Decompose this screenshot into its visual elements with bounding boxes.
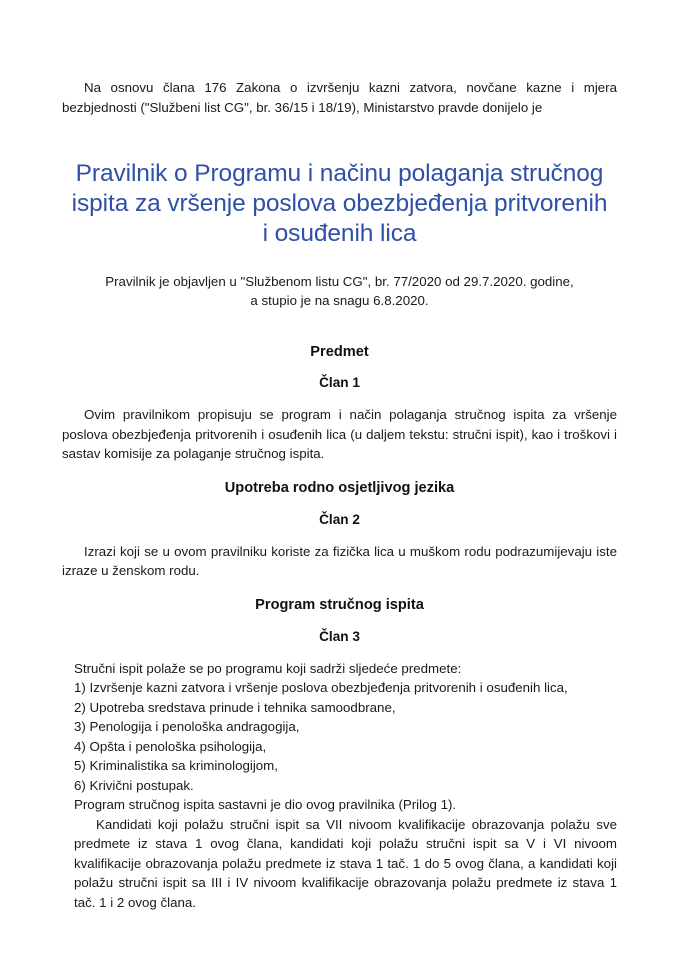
document-content (62, 0, 617, 912)
article-3-closing-paragraph: Kandidati koji polažu stručni ispit sa VII nivoom kvalifikacije obrazovanja polažu sve predmete iz stava 1 ovog člana, kandidati koji polažu stručni ispit sa V i VI nivoom kvalifikacije obrazovanja polažu predmete iz stava 1 tač. 1 do 5 ovog člana, a kandidati koji polažu stručni ispit sa III i IV nivoom kvalifikacije obrazovanja polažu predmete iz stava 1 tač. 1 i 2 ovog člana. (74, 816, 617, 910)
subject-list-lead: Stručni ispit polaže se po programu koji sadrži sljedeće predmete: (74, 660, 462, 676)
preamble-paragraph: Na osnovu člana 176 Zakona o izvršenju kazni zatvora, novčane kazne i mjera bezbjednosti ("Službeni list CG", br. 36/15 i 18/19), Ministarstvo pravde donijelo je (62, 80, 617, 115)
list-item: 4) Opšta i penološka psihologija, (74, 738, 267, 754)
article-1-paragraph: Ovim pravilnikom propisuju se program i način polaganja stručnog ispita za vršenje poslova obezbjeđenja pritvorenih i osuđenih lica (u daljem tekstu: stručni ispit), kao i troškovi i sastav komisije za polaganje stručnog ispita. (62, 407, 617, 461)
list-item: 2) Upotreba sredstava prinude i tehnika samoodbrane, (74, 699, 396, 715)
page-title-line-3: i osuđenih lica (262, 220, 417, 247)
article-label-2: Član 2 (319, 511, 360, 527)
section-heading-rodno-osjetljiv-jezik: Upotreba rodno osjetljivog jezika (224, 479, 455, 496)
page-title (62, 117, 617, 249)
publication-note (62, 249, 617, 310)
page-title-line-2: ispita za vršenje poslova obezbjeđenja pritvorenih (71, 190, 608, 217)
section-heading-program-strucnog-ispita: Program stručnog ispita (255, 596, 424, 613)
list-item: 1) Izvršenje kazni zatvora i vršenje poslova obezbjeđenja pritvorenih i osuđenih lica, (74, 680, 568, 695)
article-label-1: Član 1 (319, 375, 360, 390)
page-title-line-1: Pravilnik o Programu i načinu polaganja stručnog (75, 160, 604, 187)
list-item: 6) Krivični postupak. (74, 777, 194, 793)
publication-note-line-2: a stupio je na snagu 6.8.2020. (250, 293, 429, 308)
article-label-3: Član 3 (319, 628, 360, 644)
article-2-paragraph: Izrazi koji se u ovom pravilniku koriste za fizička lica u muškom rodu podrazumijevaju iste izraze u ženskom rodu. (62, 543, 617, 578)
subject-list-block (62, 647, 617, 913)
publication-note-line-1: Pravilnik je objavljen u "Službenom listu CG", br. 77/2020 od 29.7.2020. godine, (105, 274, 574, 289)
list-item: 3) Penologija i penološka andragogija, (74, 719, 300, 734)
list-item: 5) Kriminalistika sa kriminologijom, (74, 758, 278, 773)
subject-list-tail: Program stručnog ispita sastavni je dio ovog pravilnika (Prilog 1). (74, 797, 457, 812)
section-heading-predmet: Predmet (310, 344, 369, 360)
